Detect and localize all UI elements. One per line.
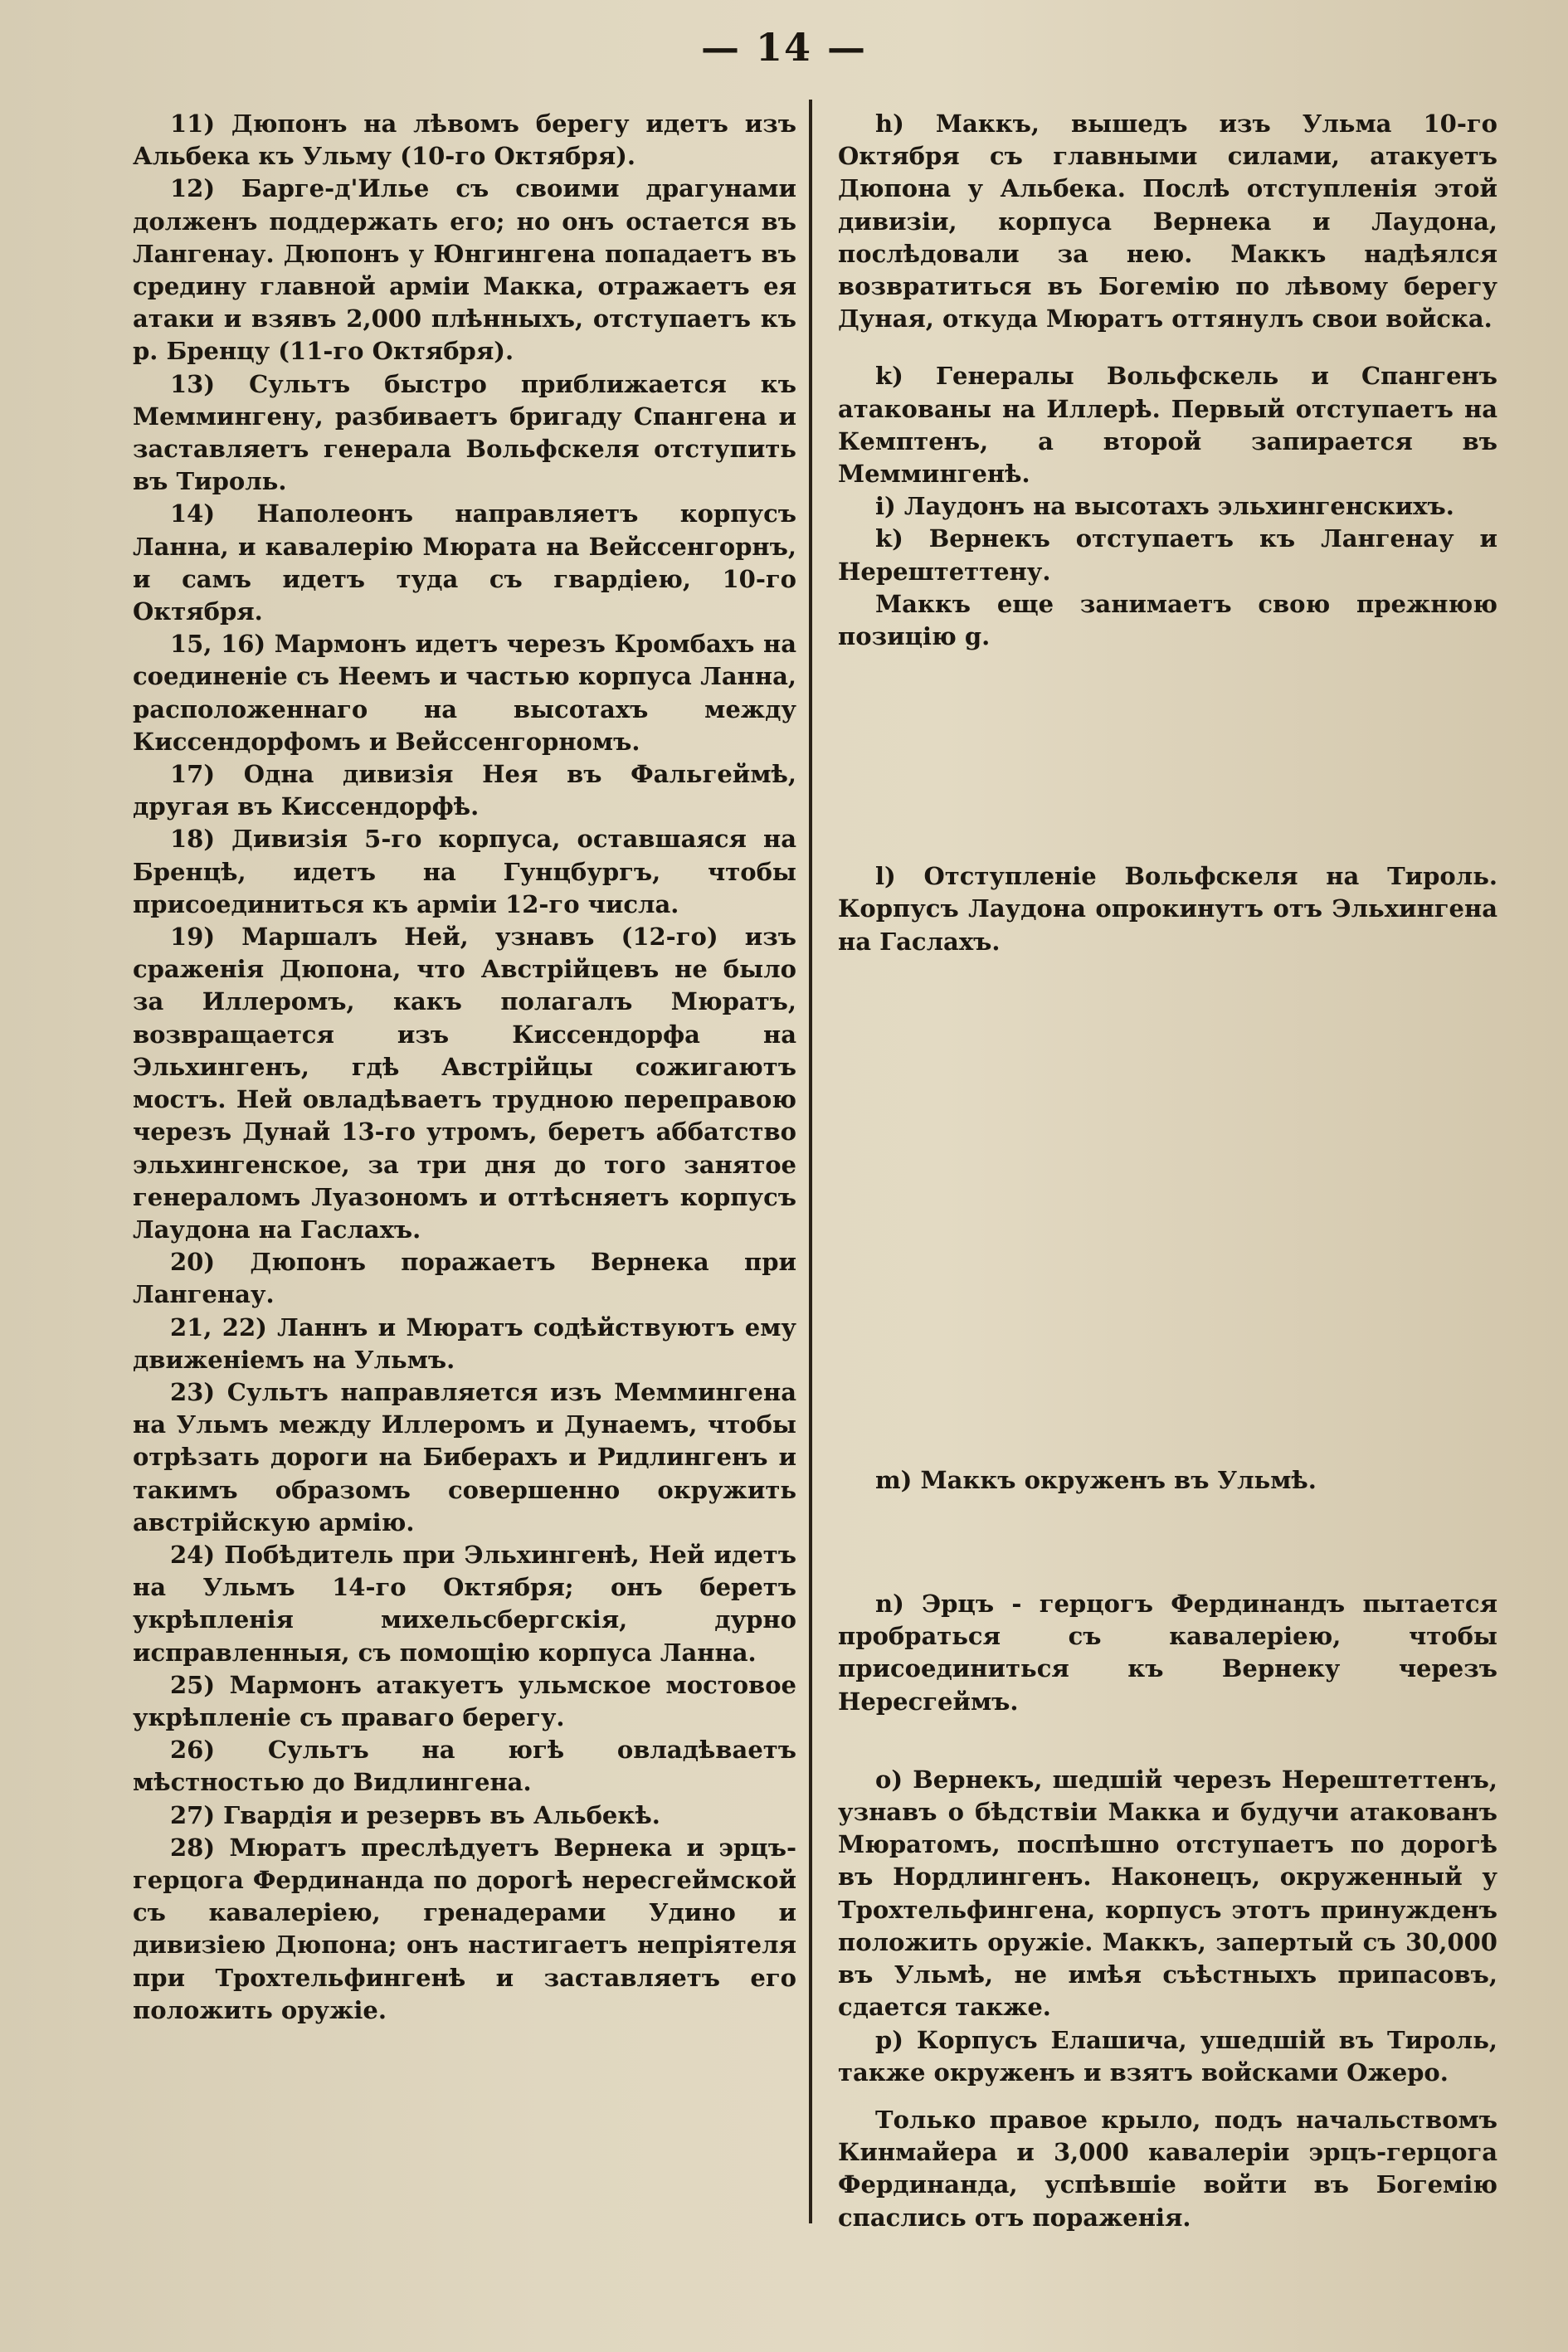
left-paragraph-27: 27) Гвардія и резервъ въ Альбекѣ.	[170, 1800, 660, 1829]
right-note-i: i) Лаудонъ на высотахъ эльхингенскихъ.	[875, 492, 1454, 521]
right-note-m: m) Маккъ окруженъ въ Ульмѣ.	[875, 1465, 1317, 1494]
left-paragraph-26: 26) Сультъ на югѣ овладѣваетъ мѣстностью до Видлингена.	[133, 1736, 796, 1797]
left-paragraph-17: 17) Одна дивизія Нея въ Фальгеймѣ, другая въ Киссендорфѣ.	[133, 760, 796, 821]
right-note-p: p) Корпусъ Елашича, ушедшій въ Тироль, также окруженъ и взятъ войсками Ожеро.	[838, 2025, 1497, 2087]
right-note-n: n) Эрцъ - герцогъ Фердинандъ пытается пробраться съ кавалеріею, чтобы присоединиться къ Вернеку черезъ Нересгеймъ.	[838, 1590, 1497, 1716]
left-paragraph-20: 20) Дюпонъ поражаетъ Вернека при Лангенау.	[133, 1248, 796, 1309]
left-paragraph-12: 12) Барге-д'Илье съ своими драгунами долженъ поддержать его; но онъ остается въ Лангенау. Дюпонъ у Юнгингена попадаетъ въ средину главной арміи Макка, отражаетъ ея атаки и взявъ 2,000 плѣнныхъ, отступаетъ къ р. Бренцу (11-го Октября).	[133, 174, 796, 366]
column-divider-upper	[809, 100, 812, 2223]
right-note-position: Маккъ еще занимаетъ свою прежнюю позицію g.	[838, 589, 1497, 651]
left-paragraph-24: 24) Побѣдитель при Эльхингенѣ, Ней идетъ на Ульмъ 14-го Октября; онъ беретъ укрѣпленія михельсбергскія, дурно исправленныя, съ помощію корпуса Ланна.	[133, 1540, 796, 1667]
right-note-k2: k) Вернекъ отступаетъ къ Лангенау и Нерештеттену.	[838, 524, 1497, 586]
left-paragraph-13: 13) Сультъ быстро приближается къ Меммингену, разбиваетъ бригаду Спангена и заставляетъ генерала Вольфскеля отступить въ Тироль.	[133, 369, 796, 496]
right-note-closing: Только правое крыло, подъ начальствомъ Кинмайера и 3,000 кавалеріи эрцъ-герцога Фердинанда, успѣвшіе войти въ Богемію спаслись отъ пораженія.	[838, 2105, 1497, 2232]
left-paragraph-21-22: 21, 22) Ланнъ и Мюратъ содѣйствуютъ ему движеніемъ на Ульмъ.	[133, 1312, 796, 1374]
left-paragraph-11: 11) Дюпонъ на лѣвомъ берегу идетъ изъ Альбека къ Ульму (10-го Октября).	[133, 110, 796, 171]
left-paragraph-14: 14) Наполеонъ направляетъ корпусъ Ланна, и кавалерію Мюрата на Вейссенгорнъ, и самъ идетъ туда съ гвардіею, 10-го Октября.	[133, 499, 796, 626]
right-note-o: o) Вернекъ, шедшій черезъ Нерештеттенъ, узнавъ о бѣдствіи Макка и будучи атакованъ Мюратомъ, поспѣшно отступаетъ по дорогѣ въ Нордлингенъ. Наконецъ, окруженный у Трохтельфингена, корпусъ этотъ принужденъ положить оружіе. Маккъ, запертый съ 30,000 въ Ульмѣ, не имѣя съѣстныхъ припасовъ, сдается также.	[838, 1765, 1497, 2022]
page-number: — 14 —	[700, 25, 868, 70]
left-paragraph-25: 25) Мармонъ атакуетъ ульмское мостовое укрѣпленіе съ праваго берегу.	[133, 1670, 796, 1731]
right-note-l: l) Отступленіе Вольфскеля на Тироль. Корпусъ Лаудона опрокинутъ отъ Эльхингена на Гаслахъ.	[838, 862, 1497, 956]
left-paragraph-28: 28) Мюратъ преслѣдуетъ Вернека и эрцъ-герцога Фердинанда по дорогѣ нересгеймской съ кавалеріею, гренадерами Удино и дивизіею Дюпона; онъ настигаетъ непріятеля при Трохтельфингенѣ и заставляетъ его положить оружіе.	[133, 1833, 796, 2024]
left-paragraph-23: 23) Сультъ направляется изъ Меммингена на Ульмъ между Иллеромъ и Дунаемъ, чтобы отрѣзать дороги на Биберахъ и Ридлингенъ и такимъ образомъ совершенно окружить австрійскую армію.	[133, 1377, 796, 1536]
left-column	[133, 108, 796, 2027]
left-paragraph-18: 18) Дивизія 5-го корпуса, оставшаяся на Бренцѣ, идетъ на Гунцбургъ, чтобы присоединиться къ арміи 12-го числа.	[133, 825, 796, 918]
right-note-k1: k) Генералы Вольфскель и Спангенъ атакованы на Иллерѣ. Первый отступаетъ на Кемптенъ, а второй запирается въ Меммингенѣ.	[838, 362, 1497, 489]
right-column	[838, 108, 1497, 2234]
left-paragraph-15-16: 15, 16) Мармонъ идетъ черезъ Кромбахъ на соединеніе съ Неемъ и частью корпуса Ланна, расположеннаго на высотахъ между Киссендорфомъ и Вейссенгорномъ.	[133, 630, 796, 756]
right-note-h: h) Маккъ, вышедъ изъ Ульма 10-го Октября съ главными силами, атакуетъ Дюпона у Альбека. Послѣ отступленія этой дивизіи, корпуса Вернека и Лаудона, послѣдовали за нею. Маккъ надѣялся возвратиться въ Богемію по лѣвому берегу Дуная, откуда Мюратъ оттянулъ свои войска.	[838, 110, 1497, 334]
left-paragraph-19: 19) Маршалъ Ней, узнавъ (12-го) изъ сраженія Дюпона, что Австрійцевъ не было за Иллеромъ, какъ полагалъ Мюратъ, возвращается изъ Киссендорфа на Эльхингенъ, гдѣ Австрійцы сожигаютъ мостъ. Ней овладѣваетъ трудною переправою черезъ Дунай 13-го утромъ, беретъ аббатство эльхингенское, за три дня до того занятое генераломъ Луазономъ и оттѣсняетъ корпусъ Лаудона на Гаслахъ.	[133, 923, 796, 1244]
